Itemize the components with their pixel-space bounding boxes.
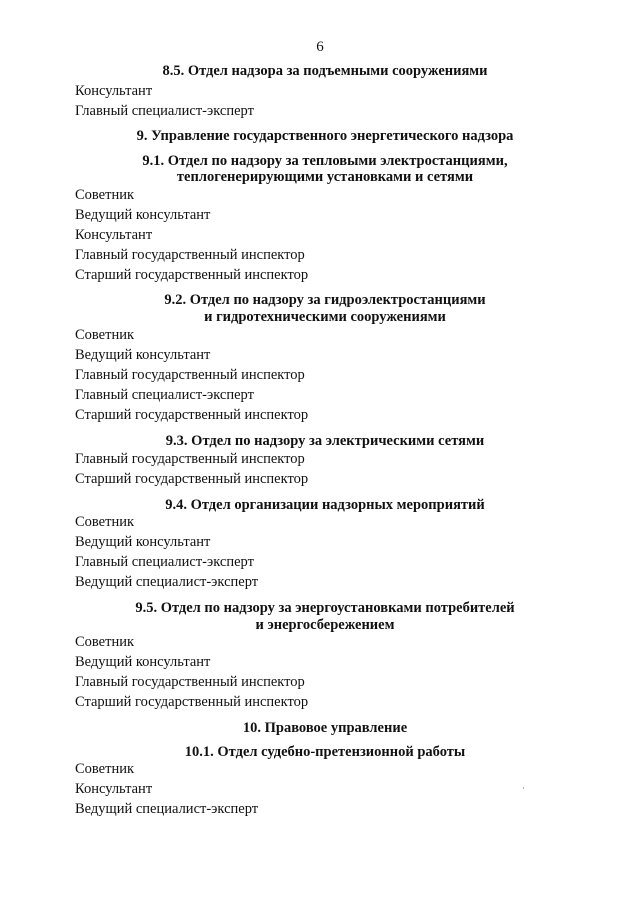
section-heading-9-4: 9.4. Отдел организации надзорных мероприятий [165,497,485,513]
position-item: Ведущий консультант [75,347,211,363]
position-item: Старший государственный инспектор [75,267,309,283]
position-item: Главный государственный инспектор [75,451,305,467]
page-number: 6 [316,39,324,55]
position-item: Главный специалист-эксперт [75,103,254,119]
position-item: Старший государственный инспектор [75,471,309,487]
section-heading-10: 10. Правовое управление [242,720,408,736]
section-heading-9-1-cont: теплогенерирующими установками и сетями [176,169,474,185]
section-heading-9-2-cont: и гидротехническими сооружениями [204,309,446,325]
position-item: Главный государственный инспектор [75,367,305,383]
position-item: Старший государственный инспектор [75,407,309,423]
position-item: Главный государственный инспектор [75,674,305,690]
section-heading-10-1: 10.1. Отдел судебно-претензионной работы [184,744,466,760]
position-item: Советник [75,761,135,777]
scan-speck: · [522,783,525,793]
section-heading-8-5: 8.5. Отдел надзора за подъемными сооружениями [162,63,488,79]
position-item: Консультант [75,781,153,797]
section-heading-9-3: 9.3. Отдел по надзору за электрическими сетями [165,433,485,449]
position-item: Старший государственный инспектор [75,694,309,710]
position-item: Консультант [75,83,153,99]
position-item: Ведущий специалист-эксперт [75,801,259,817]
section-heading-9-5: 9.5. Отдел по надзору за энергоустановками потребителей [135,600,515,616]
position-item: Ведущий консультант [75,207,211,223]
position-item: Главный государственный инспектор [75,247,305,263]
position-item: Ведущий консультант [75,534,211,550]
position-item: Советник [75,327,135,343]
section-heading-9-5-cont: и энергосбережением [255,617,395,633]
position-item: Главный специалист-эксперт [75,387,254,403]
position-item: Ведущий специалист-эксперт [75,574,259,590]
position-item: Ведущий консультант [75,654,211,670]
position-item: Советник [75,634,135,650]
position-item: Главный специалист-эксперт [75,554,254,570]
position-item: Советник [75,514,135,530]
position-item: Советник [75,187,135,203]
section-heading-9-1: 9.1. Отдел по надзору за тепловыми электростанциями, [142,153,508,169]
position-item: Консультант [75,227,153,243]
section-heading-9-2: 9.2. Отдел по надзору за гидроэлектростанциями [164,292,486,308]
section-heading-9: 9. Управление государственного энергетического надзора [136,128,514,144]
